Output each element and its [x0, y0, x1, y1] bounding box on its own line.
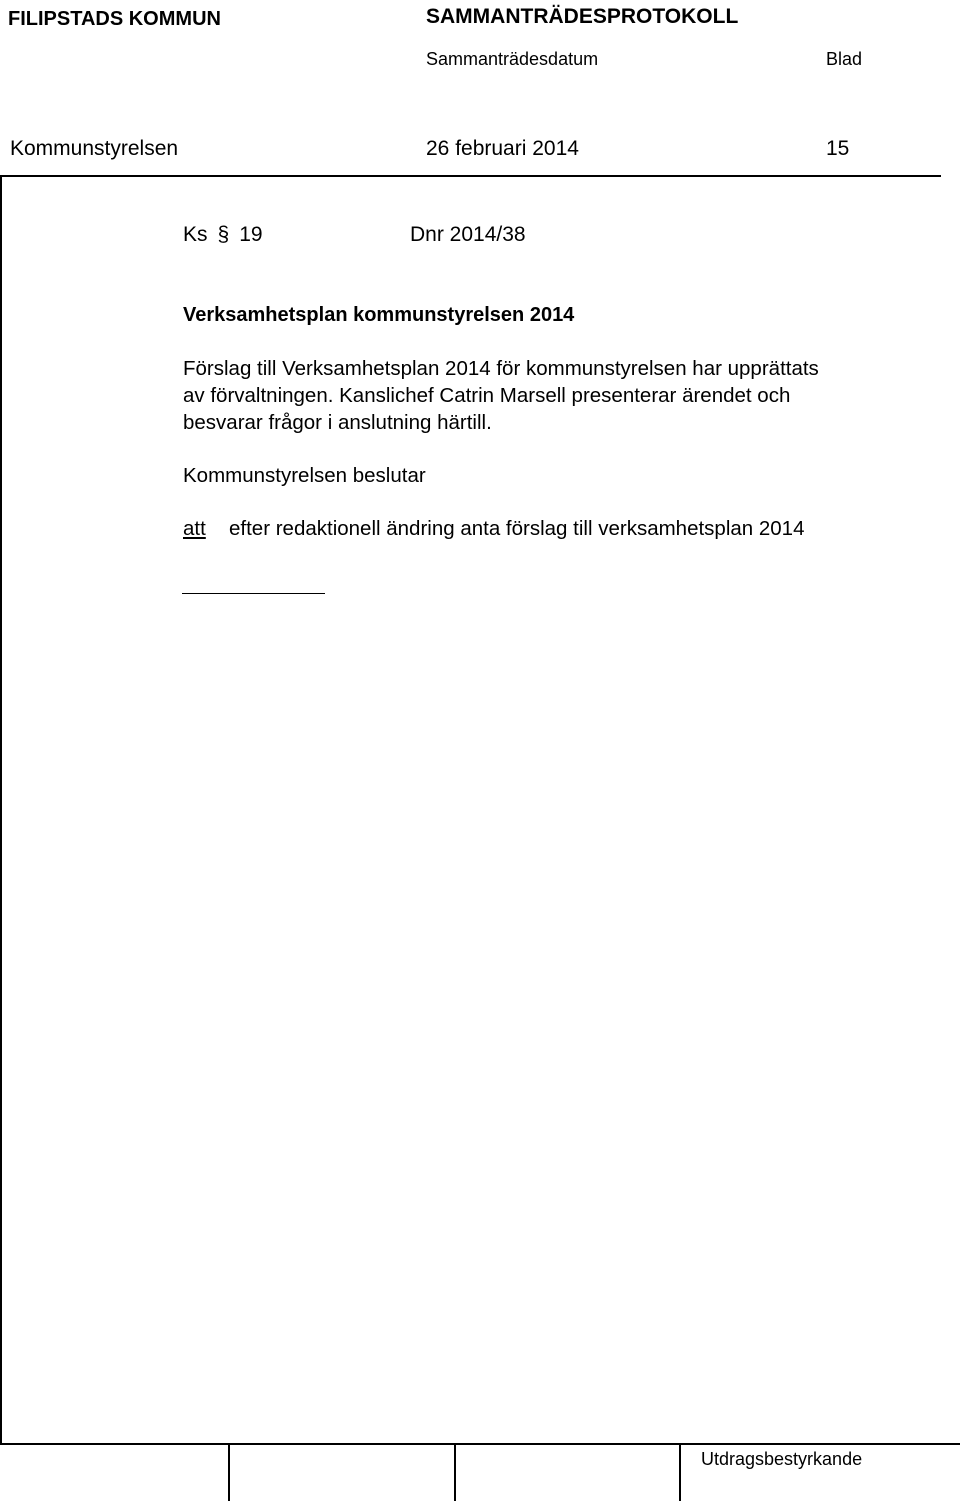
document-type: SAMMANTRÄDESPROTOKOLL — [426, 5, 739, 28]
governing-body: Kommunstyrelsen — [10, 137, 179, 160]
meeting-date-label: Sammanträdesdatum — [426, 49, 599, 69]
paragraph-line: besvarar frågor i anslutning härtill. — [183, 411, 492, 434]
case-title: Verksamhetsplan kommunstyrelsen 2014 — [183, 304, 575, 326]
certification-label: Utdragsbestyrkande — [701, 1449, 863, 1469]
frame-left-line — [0, 175, 2, 1445]
section-symbol: § — [217, 223, 230, 246]
decision-text: efter redaktionell ändring anta förslag till verksamhetsplan 2014 — [229, 517, 805, 540]
frame-top-line — [0, 175, 941, 177]
organization-name: FILIPSTADS KOMMUN — [8, 8, 221, 30]
footer-top-line — [0, 1443, 960, 1445]
page-number: 15 — [826, 137, 850, 160]
decision-att: att — [183, 517, 206, 540]
paragraph-line: av förvaltningen. Kanslichef Catrin Marsell presenterar ärendet och — [183, 384, 791, 407]
case-prefix: Ks — [183, 223, 208, 246]
signature-box-divider — [228, 1443, 230, 1501]
signature-box-divider — [679, 1443, 681, 1501]
case-number: 19 — [239, 223, 263, 246]
meeting-date: 26 februari 2014 — [426, 137, 579, 160]
case-reference — [183, 223, 263, 247]
paragraph-line: Förslag till Verksamhetsplan 2014 för kommunstyrelsen har upprättats — [183, 357, 819, 380]
end-separator — [182, 593, 325, 594]
case-dnr: Dnr 2014/38 — [410, 223, 526, 246]
page-label: Blad — [826, 49, 863, 69]
decision-intro: Kommunstyrelsen beslutar — [183, 464, 426, 487]
signature-box-divider — [454, 1443, 456, 1501]
case-paragraph — [183, 355, 913, 436]
